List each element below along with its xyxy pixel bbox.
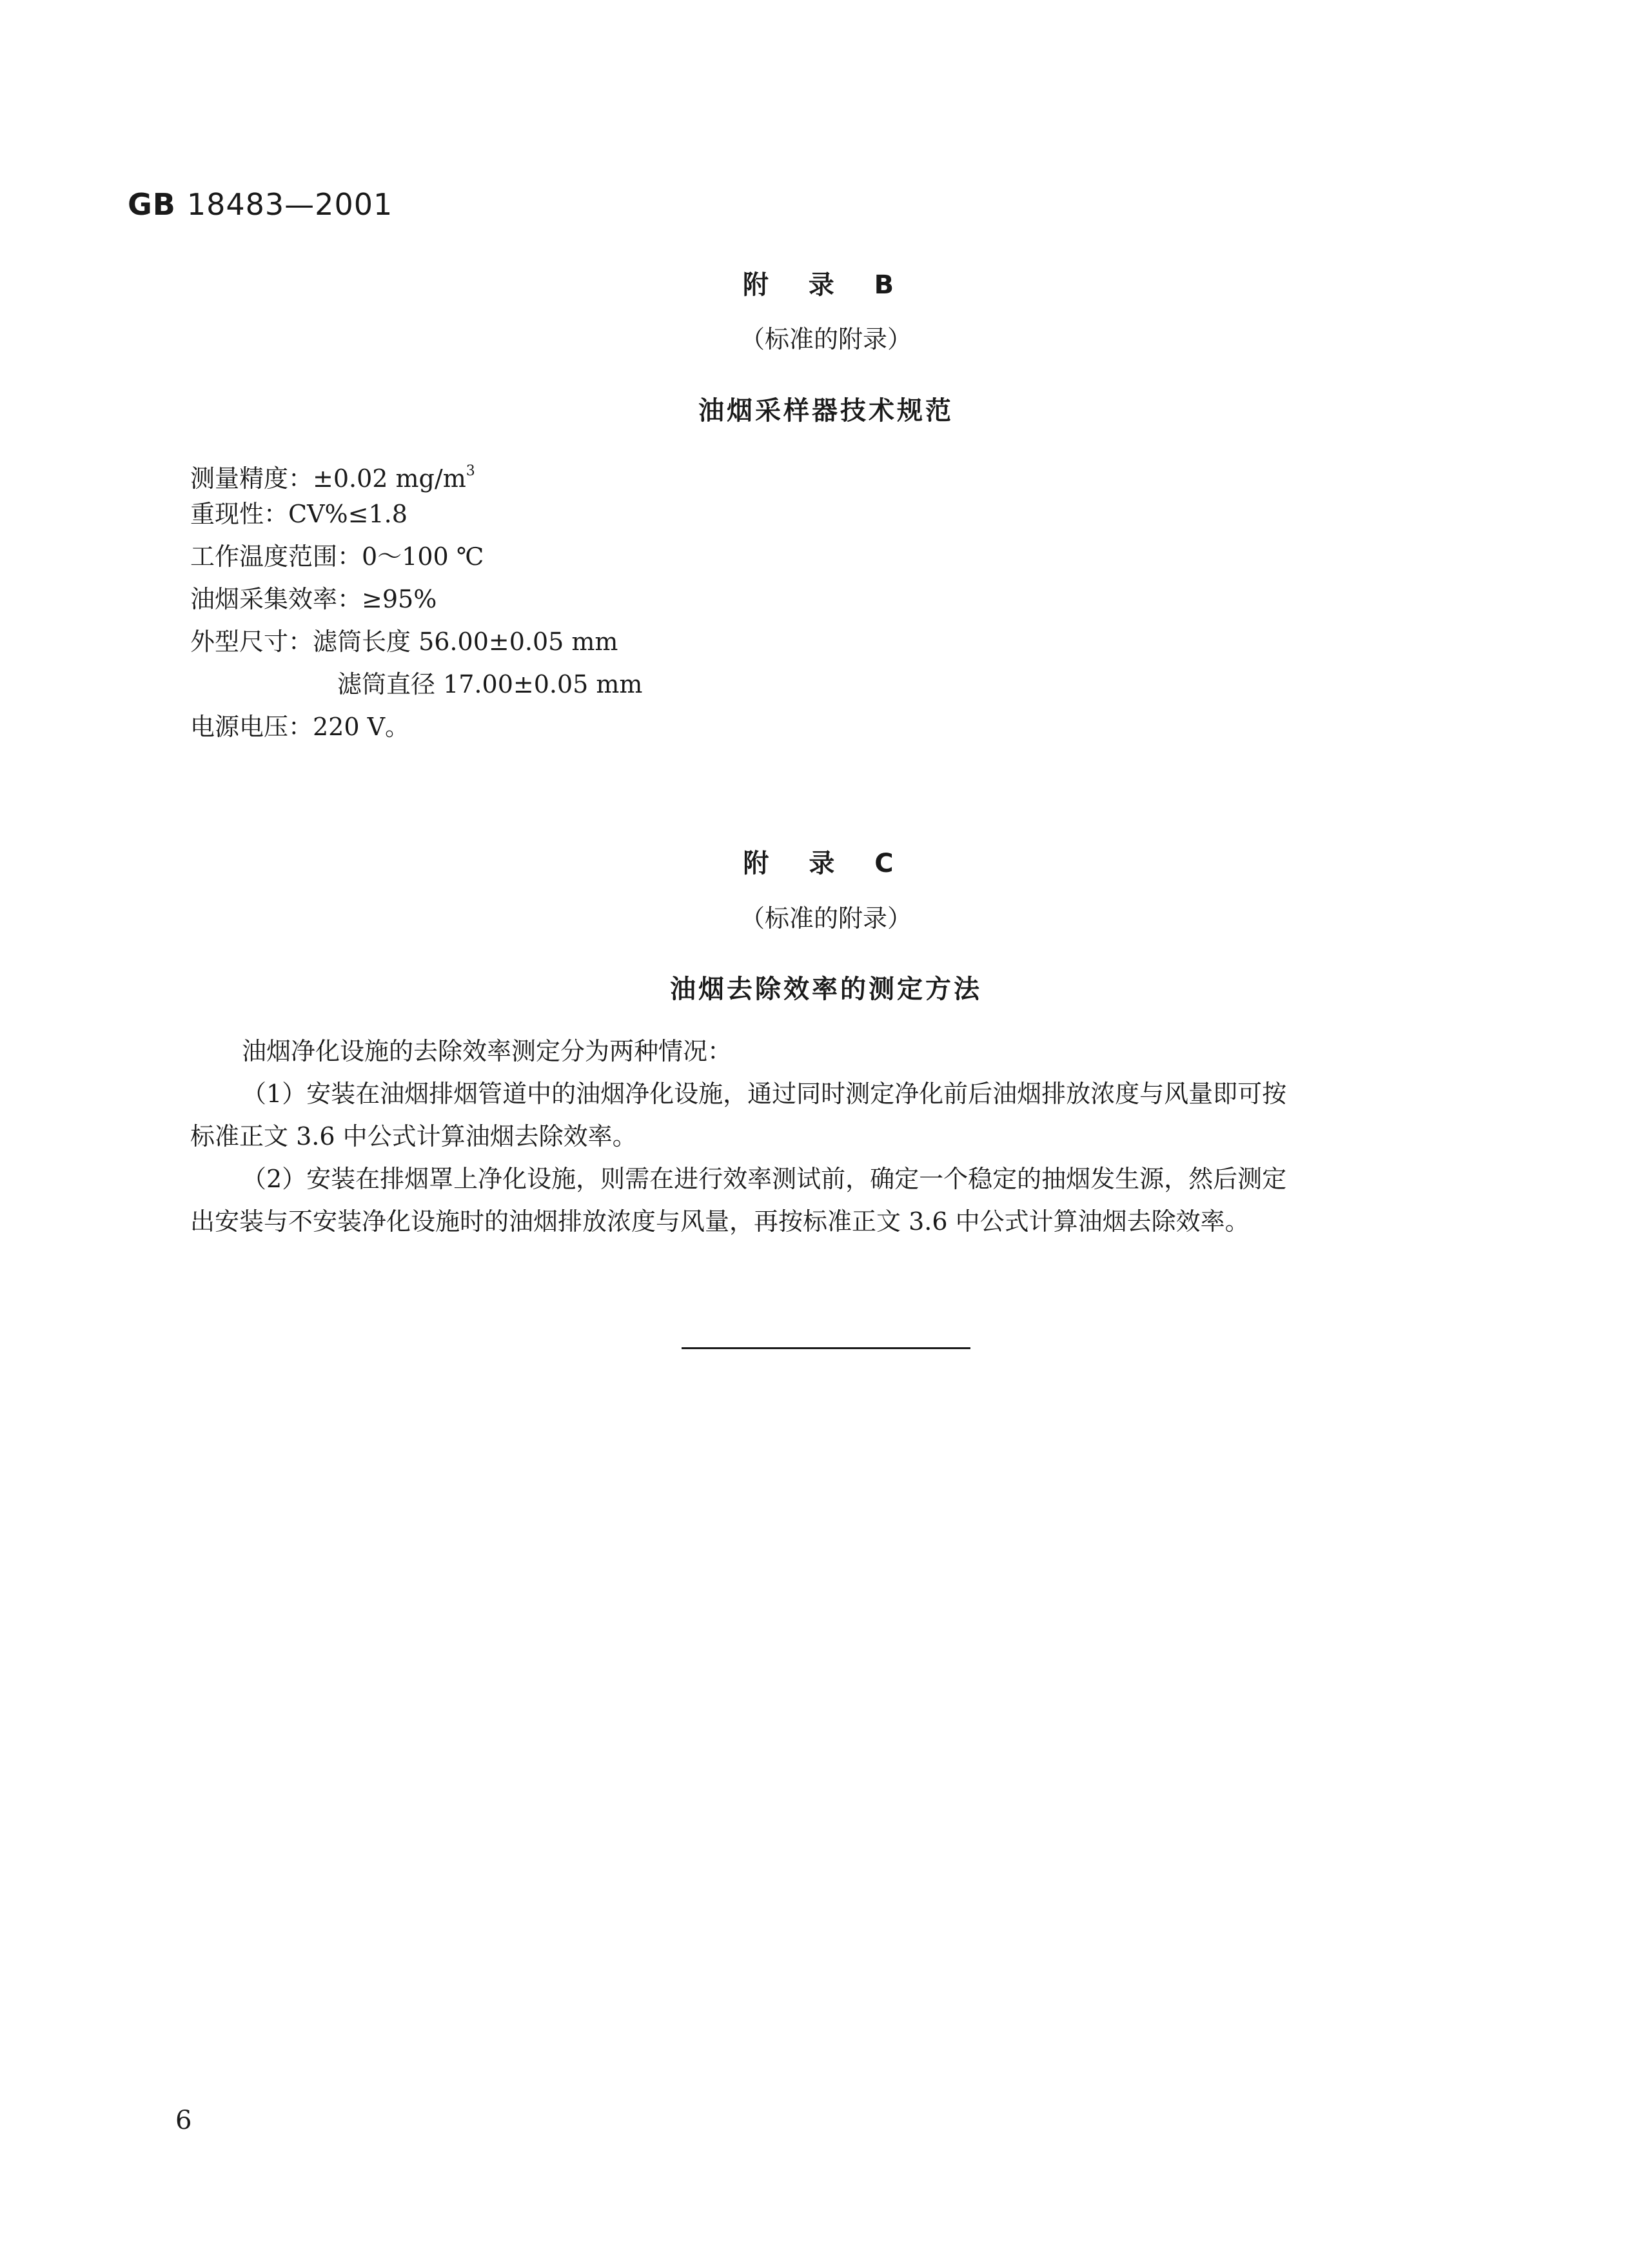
appendix-b-subtitle: （标准的附录） bbox=[740, 325, 912, 353]
paragraph-intro: 油烟净化设施的去除效率测定分为两种情况： bbox=[242, 1037, 733, 1065]
spec-item: 测量精度：±0.02 $mg/m^3$ bbox=[190, 463, 475, 493]
spec-item: 工作温度范围：0～100 ℃ bbox=[190, 542, 484, 571]
spec-item: 外型尺寸：滤筒长度 56.00±0.05 mm bbox=[190, 628, 618, 656]
paragraph-item-2: （2）安装在排烟罩上净化设施，则需在进行效率测试前，确定一个稳定的抽烟发生源，然后测定 出安装与不安装净化设施时的油烟排放浓度与风量，再按标准正文 3.6 中公式计算油烟去除效率。 bbox=[190, 1165, 1287, 1236]
spec-list bbox=[190, 450, 642, 748]
standard-identifier bbox=[128, 187, 393, 222]
spec-item: 滤筒直径 17.00±0.05 mm bbox=[337, 670, 643, 698]
standard-number: 18483—2001 bbox=[186, 187, 393, 222]
appendix-c-heading: 油烟去除效率的测定方法 bbox=[670, 974, 982, 1004]
superscript: 3 bbox=[466, 463, 475, 479]
appendix-c-subtitle: （标准的附录） bbox=[740, 904, 912, 933]
appendix-b-title: 附 录 B bbox=[742, 270, 910, 300]
appendix-b-heading: 油烟采样器技术规范 bbox=[698, 396, 954, 426]
spec-item: 电源电压：220 V。 bbox=[190, 713, 410, 741]
appendix-c-title: 附 录 C bbox=[743, 849, 909, 878]
page-number: 6 bbox=[175, 2106, 192, 2135]
appendix-c-body bbox=[190, 1030, 1467, 1243]
standard-prefix: GB bbox=[128, 187, 176, 222]
paragraph-item-1: （1）安装在油烟排烟管道中的油烟净化设施，通过同时测定净化前后油烟排放浓度与风量即可按 标准正文 3.6 中公式计算油烟去除效率。 bbox=[190, 1080, 1287, 1151]
spec-item: 油烟采集效率：≥95% bbox=[190, 585, 437, 613]
end-rule bbox=[682, 1347, 970, 1349]
spec-item: 重现性：CV%≤1.8 bbox=[190, 500, 408, 528]
